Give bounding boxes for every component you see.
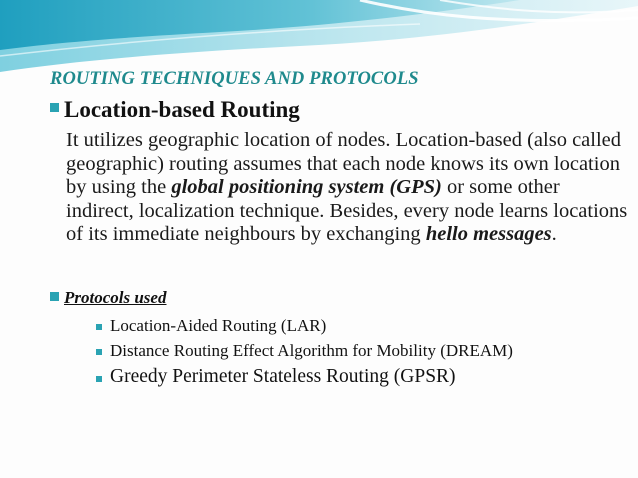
header-wave-decoration	[0, 0, 638, 80]
protocol-item: Distance Routing Effect Algorithm for Mobility (DREAM)	[110, 341, 513, 360]
emphasis-gps: global positioning system (GPS)	[171, 176, 442, 198]
sub-bullet-icon	[96, 349, 102, 355]
paragraph-text: .	[551, 223, 557, 245]
section-paragraph	[66, 129, 631, 247]
sub-bullet-icon	[96, 376, 102, 382]
emphasis-hello-messages: hello messages	[425, 223, 552, 245]
protocol-item: Greedy Perimeter Stateless Routing (GPSR)	[110, 366, 456, 387]
protocol-item: Location-Aided Routing (LAR)	[110, 316, 327, 335]
bullet-icon	[50, 292, 59, 301]
slide-title: ROUTING TECHNIQUES AND PROTOCOLS	[50, 69, 419, 89]
paragraph-text: It utilizes geographic location of nodes. Location-based (also called geographic) routing assumes that each node knows its own location by using the	[66, 129, 622, 198]
bullet-icon	[50, 103, 59, 112]
section-heading: Location-based Routing	[64, 97, 300, 122]
protocols-heading: Protocols used	[64, 288, 167, 307]
paragraph-text: or some other indirect, localization technique. Besides, every node learns locations of its immediate neighbours by exchanging	[66, 176, 628, 245]
sub-bullet-icon	[96, 324, 102, 330]
